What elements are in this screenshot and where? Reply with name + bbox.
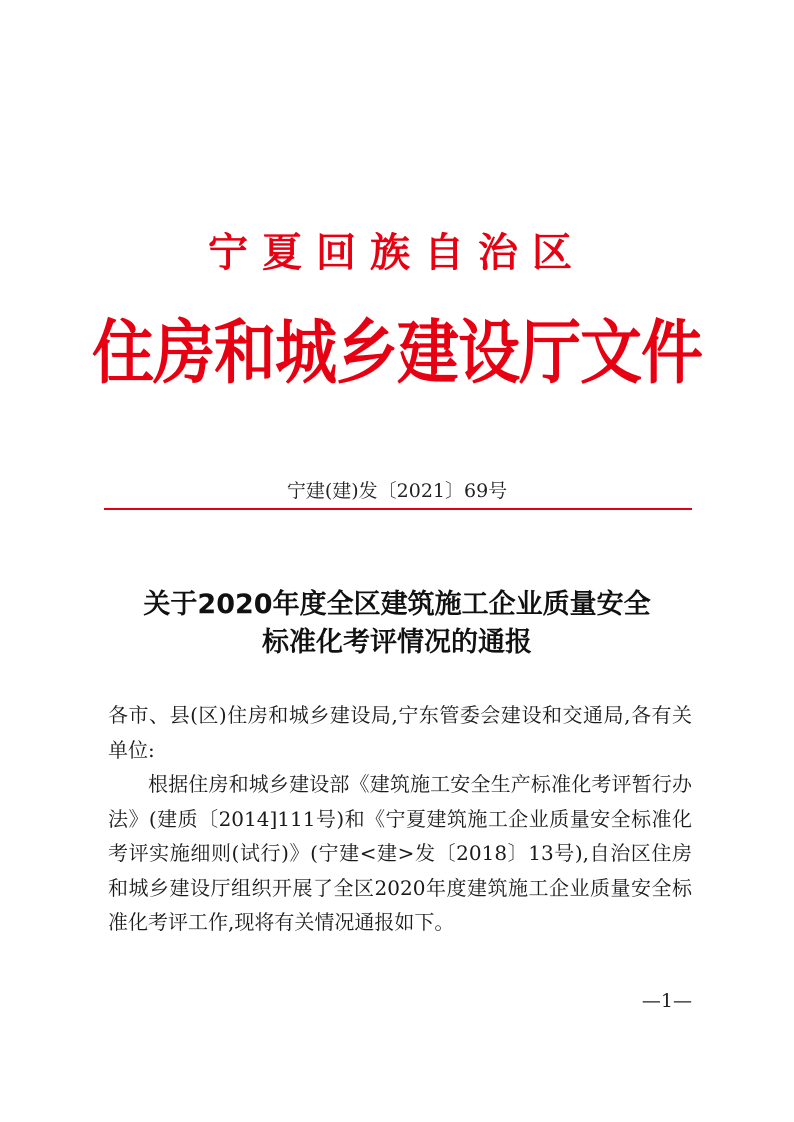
document-number: 宁建(建)发〔2021〕69号 — [286, 480, 508, 502]
issuing-authority-region: 宁夏回族自治区 — [208, 230, 586, 276]
document-title — [0, 586, 794, 662]
document-title-line2: 标准化考评情况的通报 — [262, 627, 532, 658]
document-body — [108, 698, 692, 940]
body-paragraph: 根据住房和城乡建设部《建筑施工安全生产标准化考评暂行办法》(建质〔2014]111号)和《宁夏建筑施工企业质量安全标准化考评实施细则(试行)》(宁建<建>发〔2018〕13号),自治区住房和城乡建设厅组织开展了全区2020年度建筑施工企业质量安全标准化考评工作,现将有关情况通报如下。 — [108, 772, 692, 934]
red-divider-line — [104, 508, 692, 510]
page-number: —1— — [641, 990, 692, 1012]
salutation: 各市、县(区)住房和城乡建设局,宁东管委会建设和交通局,各有关单位: — [108, 703, 692, 762]
document-title-line1: 关于2020年度全区建筑施工企业质量安全 — [143, 589, 651, 620]
issuing-authority-department: 住房和城乡建设厅文件 — [91, 311, 702, 394]
